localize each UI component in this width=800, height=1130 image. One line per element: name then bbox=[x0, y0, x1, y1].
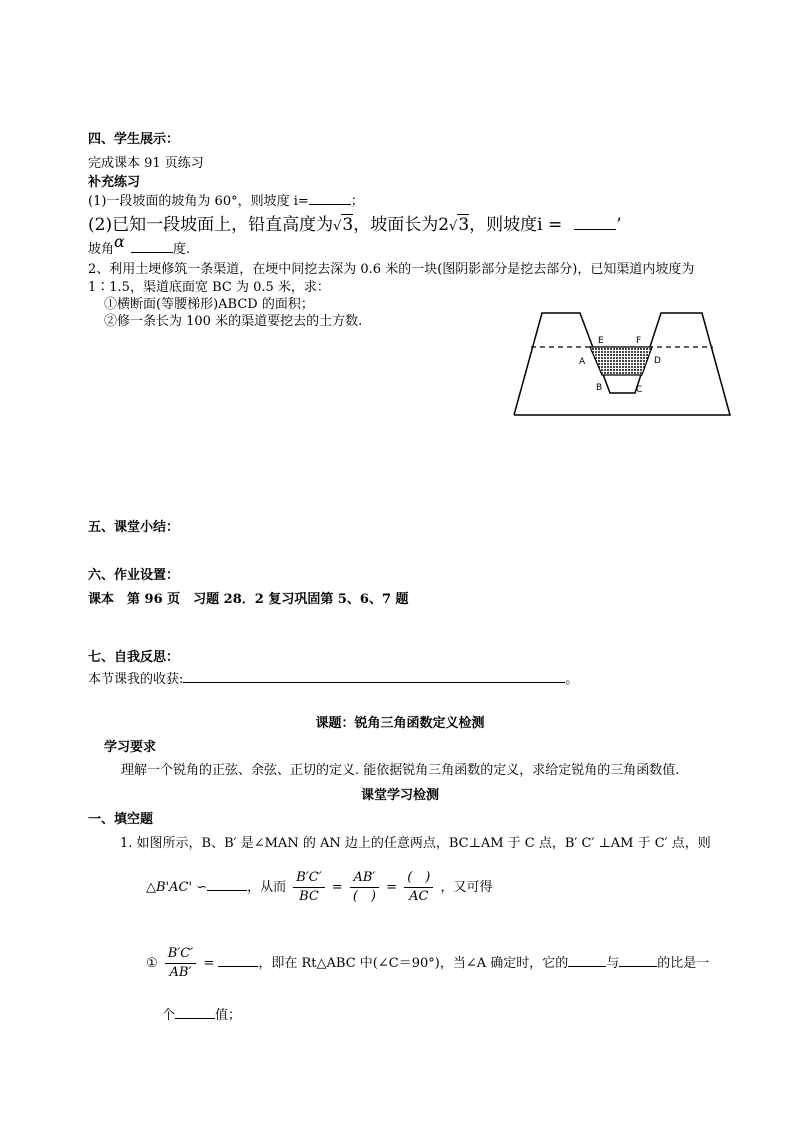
section-6-title: 六、作业设置： bbox=[88, 568, 180, 583]
value-blank bbox=[175, 1006, 215, 1019]
and-text: 与 bbox=[606, 956, 620, 971]
gain-tail: 。 bbox=[565, 672, 579, 687]
circle-one: ① bbox=[146, 956, 158, 971]
similar-symbol: ∽ bbox=[196, 880, 208, 895]
fraction-4: $\frac{B'C'}{AB'}$ bbox=[165, 945, 196, 982]
quiz-question-1-line1: 1. 如图所示，B、B′ 是∠MAN 的 AN 边上的任意两点，BC⊥AM 于 C 点，B′ C′ ⊥AM 于 C′ 点，则 bbox=[120, 836, 711, 851]
equals-1: = bbox=[331, 880, 343, 895]
value-text: 值； bbox=[215, 1008, 242, 1023]
ratio-text: 的比是一 bbox=[657, 956, 710, 971]
similar-blank bbox=[207, 878, 247, 891]
exercise-3-line1: 2、利用土埂修筑一条渠道，在埂中间挖去深为 0.6 米的一块(图阴影部分是挖去部分)，已知渠道内坡度为 bbox=[88, 262, 695, 277]
exercise-1-tail: ； bbox=[350, 194, 364, 209]
fraction-3: $\frac{( )}{AC}$ bbox=[404, 869, 433, 906]
similar-triangle: △B'AC' bbox=[146, 880, 193, 895]
label-e: E bbox=[598, 336, 604, 346]
exercise-1-text: (1)一段坡面的坡角为 60°，则坡度 i= bbox=[88, 194, 309, 209]
equals-3: = bbox=[203, 956, 215, 971]
section-7-title: 七、自我反思： bbox=[88, 650, 180, 665]
exercise-2-text-a: (2)已知一段坡面上，铅直高度为 bbox=[88, 215, 334, 235]
exercise-2-text-b: ，坡面长为2 bbox=[353, 215, 450, 235]
quiz-question-1-line4 bbox=[162, 1006, 241, 1024]
label-a: A bbox=[579, 357, 586, 367]
gain-blank bbox=[183, 670, 565, 683]
section-4-title: 四、学生展示： bbox=[88, 132, 180, 147]
exercise-3-item-2: ②修一条长为 100 米的渠道要挖去的土方数. bbox=[104, 314, 363, 329]
label-b: B bbox=[596, 383, 603, 393]
equals-2: = bbox=[386, 880, 398, 895]
quiz-title: 课题：锐角三角函数定义检测 bbox=[315, 716, 485, 731]
also-text: ，又可得 bbox=[440, 880, 493, 895]
channel-cross-section-figure bbox=[505, 300, 745, 425]
requirements-title: 学习要求 bbox=[104, 740, 157, 755]
exercise-3-item-1: ①横断面(等腰梯形)ABCD 的面积； bbox=[104, 297, 314, 312]
classroom-check-title: 课堂学习检测 bbox=[360, 788, 439, 803]
fraction-2: $\frac{AB'}{( )}$ bbox=[350, 869, 379, 906]
exercise-2: (2)已知一段坡面上，铅直高度为√3，坡面长为2√3，则坡度i = ’ bbox=[88, 215, 622, 235]
ratio-blank-1 bbox=[218, 954, 258, 967]
ratio-blank-3 bbox=[619, 954, 657, 967]
exercise-2-blank bbox=[574, 219, 616, 230]
middle-text: ，即在 Rt△ABC 中(∠C＝90°)，当∠A 确定时，它的 bbox=[258, 956, 569, 971]
ge-text: 个 bbox=[162, 1008, 176, 1023]
alpha-symbol: α bbox=[114, 232, 125, 251]
quiz-question-1-line3 bbox=[146, 944, 709, 984]
fraction-1: $\frac{B'C'}{BC}$ bbox=[293, 869, 324, 906]
exercise-2-angle-blank bbox=[131, 240, 173, 253]
excavated-region bbox=[590, 347, 652, 375]
homework-content: 课本 第 96 页 习题 28．2 复习巩固第 5、6、7 题 bbox=[88, 592, 409, 607]
exercise-3-line2: 1∶1.5，渠道底面宽 BC 为 0.5 米，求： bbox=[88, 280, 330, 295]
then-text: ，从而 bbox=[247, 880, 287, 895]
ratio-blank-2 bbox=[568, 954, 606, 967]
exercise-2-angle-label: 坡角 bbox=[88, 242, 115, 257]
exercise-2-line2 bbox=[88, 232, 190, 258]
exercise-2-text-c: ，则坡度i = bbox=[469, 215, 563, 235]
section-5-title: 五、课堂小结： bbox=[88, 520, 180, 535]
exercise-2-tail: ’ bbox=[616, 215, 622, 235]
section-4-task: 完成课本 91 页练习 bbox=[88, 156, 204, 171]
requirements-text: 理解一个锐角的正弦、余弦、正切的定义. 能依据锐角三角函数的定义，求给定锐角的三角函数值. bbox=[121, 763, 680, 778]
exercise-1 bbox=[88, 192, 364, 210]
exercise-1-blank bbox=[309, 192, 351, 205]
label-c: C bbox=[636, 385, 643, 395]
gain-label: 本节课我的收获: bbox=[88, 672, 184, 687]
exercise-2-angle-tail: 度. bbox=[172, 242, 190, 257]
exercise-2-radicand-1: 3 bbox=[342, 215, 354, 235]
supplementary-title: 补充练习 bbox=[88, 175, 141, 190]
label-f: F bbox=[636, 336, 642, 346]
exercise-2-radicand-2: 3 bbox=[458, 215, 470, 235]
label-d: D bbox=[654, 356, 661, 366]
fill-blank-title: 一、填空题 bbox=[88, 812, 154, 827]
gain-line bbox=[88, 670, 578, 688]
quiz-question-1-line2 bbox=[146, 868, 493, 908]
